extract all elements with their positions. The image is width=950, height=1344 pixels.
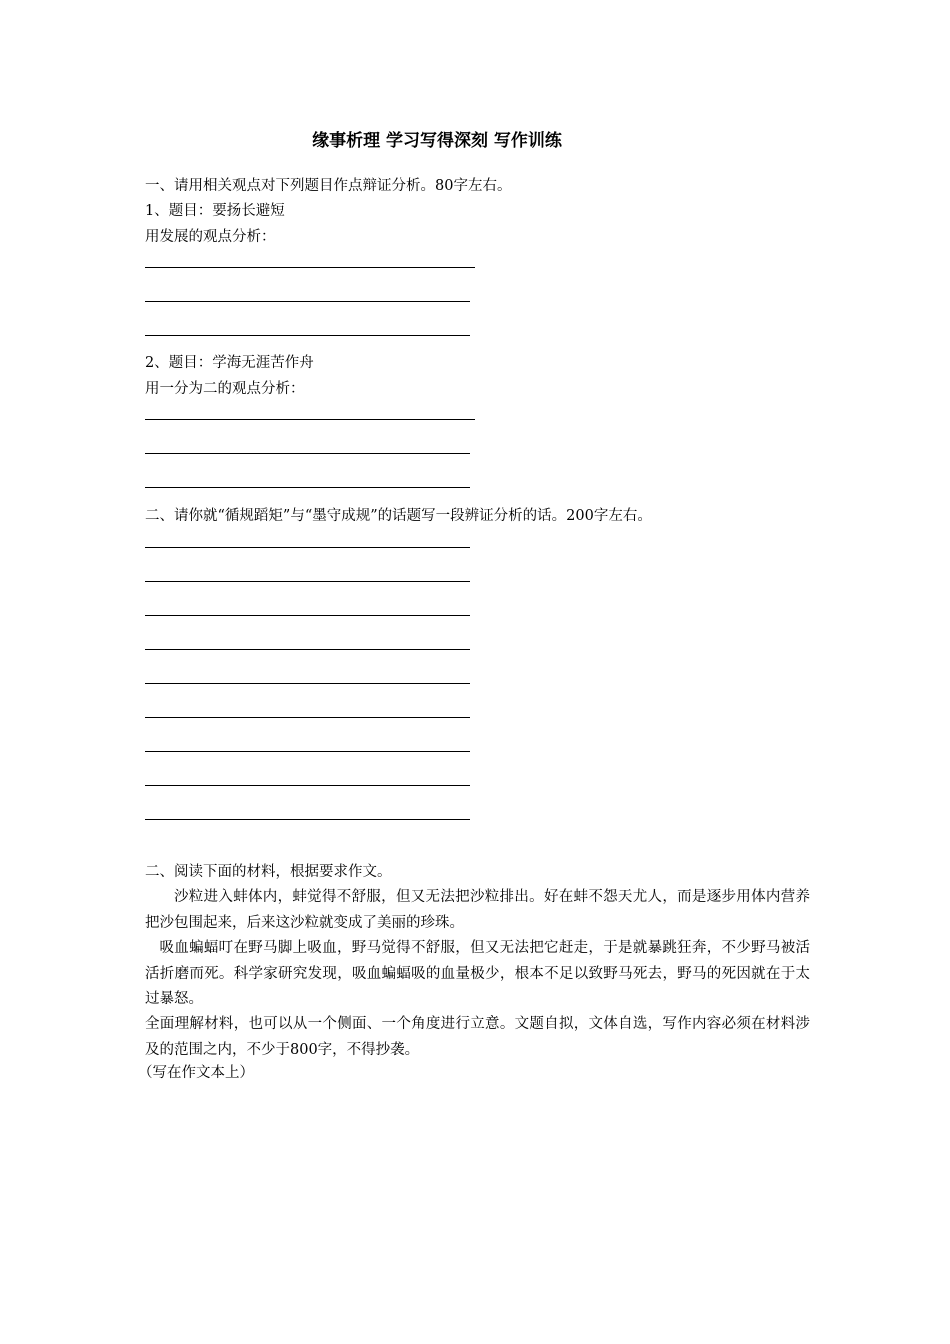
answer-line: [145, 453, 470, 454]
material-paragraph-1: 沙粒进入蚌体内，蚌觉得不舒服，但又无法把沙粒排出。好在蚌不怨天尤人，而是逐步用体内营养把沙包围起来，后来这沙粒就变成了美丽的珍珠。: [145, 889, 810, 931]
section2-heading: 二、请你就“循规蹈矩”与“墨守成规”的话题写一段辨证分析的话。200字左右。: [145, 508, 652, 524]
material-paragraph-2: 吸血蝙蝠叮在野马脚上吸血，野马觉得不舒服，但又无法把它赶走，于是就暴跳狂奔，不少野马被活活折磨而死。科学家研究发现，吸血蝙蝠吸的血量极少，根本不足以致野马死去，野马的死因就在于太过暴怒。: [145, 940, 810, 1007]
answer-line: [145, 717, 470, 718]
answer-line: [145, 615, 470, 616]
q1-prompt: 用发展的观点分析：: [145, 229, 276, 245]
answer-line: [145, 335, 470, 336]
answer-line: [145, 267, 475, 268]
answer-line: [145, 301, 470, 302]
submission-note: （写在作文本上）: [138, 1065, 254, 1081]
answer-line: [145, 581, 470, 582]
q1-topic: 1、题目：要扬长避短: [145, 203, 285, 219]
answer-line: [145, 547, 470, 548]
answer-line: [145, 419, 475, 420]
answer-line: [145, 819, 470, 820]
q2-prompt: 用一分为二的观点分析：: [145, 381, 305, 397]
q2-topic: 2、题目：学海无涯苦作舟: [145, 355, 314, 371]
answer-line: [145, 649, 470, 650]
answer-line: [145, 785, 470, 786]
page-title: 缘事析理 学习写得深刻 写作训练: [312, 131, 562, 151]
answer-line: [145, 487, 470, 488]
requirements-paragraph: 全面理解材料，也可以从一个侧面、一个角度进行立意。文题自拟，文体自选，写作内容必须在材料涉及的范围之内，不少于800字，不得抄袭。: [145, 1016, 810, 1058]
answer-line: [145, 751, 470, 752]
section3-heading: 二、阅读下面的材料，根据要求作文。: [145, 864, 392, 880]
section1-heading: 一、请用相关观点对下列题目作点辩证分析。80字左右。: [145, 178, 512, 194]
answer-line: [145, 683, 470, 684]
